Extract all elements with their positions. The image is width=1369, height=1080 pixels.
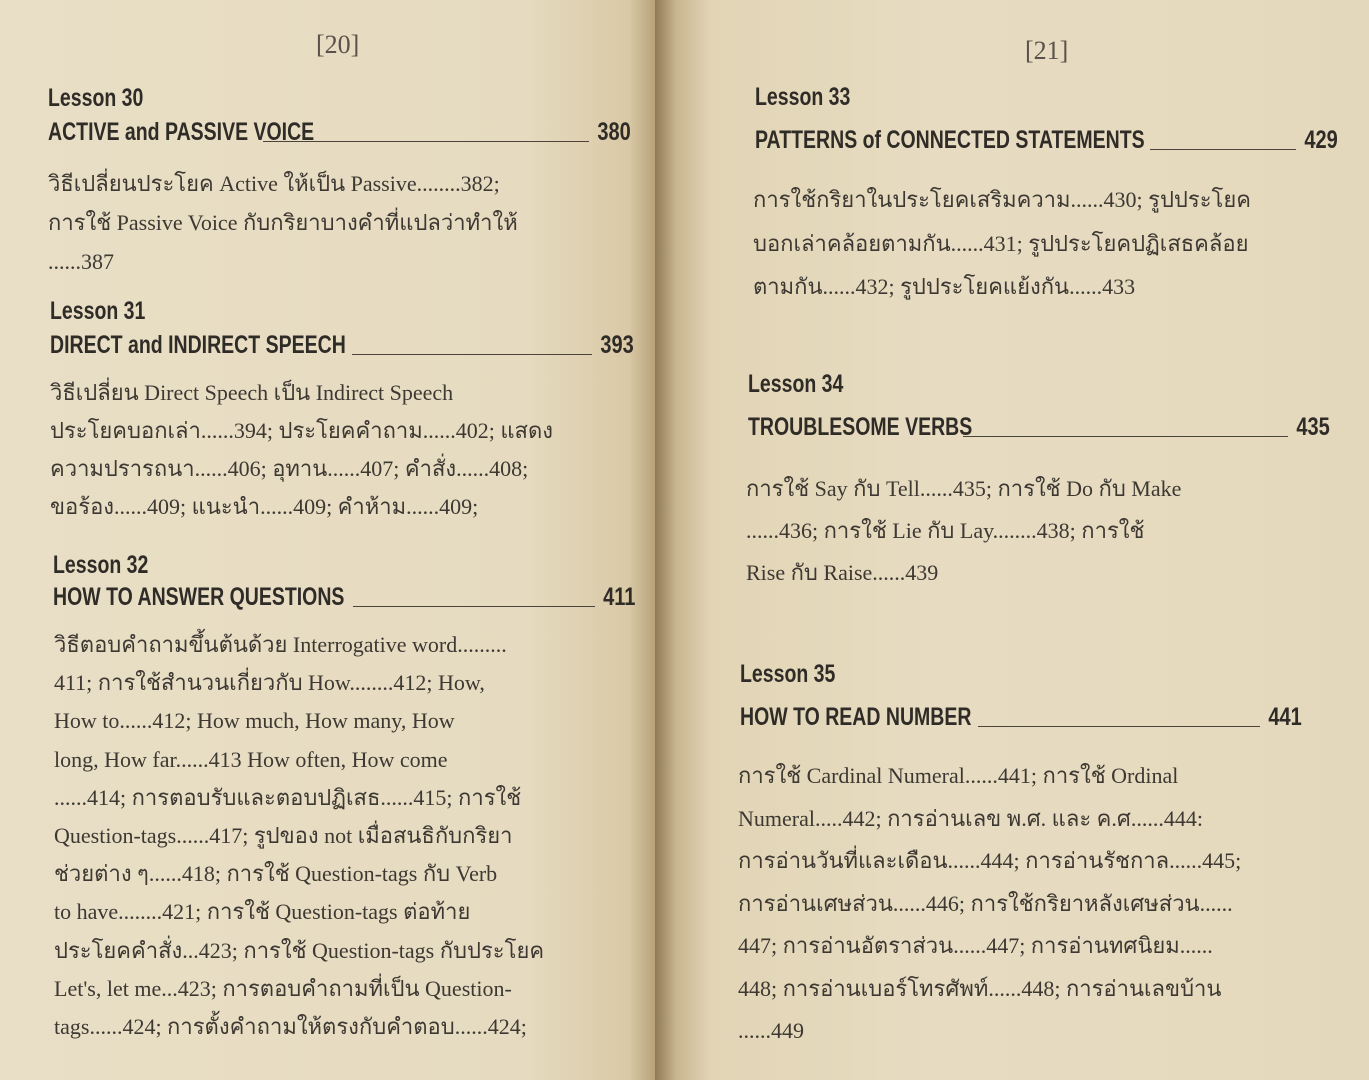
contents-line: ความปรารถนา......406; อุทาน......407; คำสั่ง......408; [50, 456, 529, 481]
lesson-page: 441 [1268, 703, 1302, 731]
contents-line: How to......412; How much, How many, How [54, 708, 455, 734]
contents-line: tags......424; การตั้งคำถามให้ตรงกับคำตอบ......424; [54, 1014, 527, 1040]
right-page [655, 0, 1369, 1080]
lesson-title: TROUBLESOME VERBS [748, 413, 973, 441]
lesson-page: 411 [602, 583, 635, 611]
lesson-title-row [740, 703, 1302, 732]
lesson-label: Lesson 30 [48, 84, 144, 112]
lesson-label: Lesson 35 [740, 660, 836, 688]
leader-line [353, 606, 595, 607]
contents-line: วิธีตอบคำถามขึ้นต้นด้วย Interrogative word......... [54, 632, 507, 657]
lesson-title-row [50, 331, 634, 360]
contents-line: การใช้ Say กับ Tell......435; การใช้ Do กับ Make [746, 476, 1182, 501]
lesson-title-row [53, 583, 635, 612]
contents-line: 447; การอ่านอัตราส่วน......447; การอ่านทศนิยม...... [738, 933, 1213, 958]
contents-line: Question-tags......417; รูปของ not เมื่อสนธิกับกริยา [54, 823, 513, 849]
contents-line: การใช้ Passive Voice กับกริยาบางคำที่แปลว่าทำให้ [48, 210, 518, 235]
lesson-title-row [755, 126, 1338, 155]
contents-line: ......449 [738, 1018, 804, 1043]
contents-line: ขอร้อง......409; แนะนำ......409; คำห้าม......409; [50, 494, 479, 519]
page-number: [21] [1025, 36, 1069, 65]
contents-line: การอ่านเศษส่วน......446; การใช้กริยาหลังเศษส่วน...... [738, 890, 1233, 916]
lesson-contents [746, 468, 1181, 594]
lesson-contents [54, 626, 544, 1046]
lesson-title: HOW TO READ NUMBER [740, 703, 972, 731]
contents-line: ประโยคบอกเล่า......394; ประโยคคำถาม......402; แสดง [50, 418, 554, 443]
contents-line: การใช้ Cardinal Numeral......441; การใช้ Ordinal [738, 763, 1179, 788]
contents-line: Let's, let me...423; การตอบคำถามที่เป็น Question- [54, 975, 512, 1001]
contents-line: การอ่านวันที่และเดือน......444; การอ่านรัชกาล......445; [738, 848, 1242, 873]
contents-line: บอกเล่าคล้อยตามกัน......431; รูปประโยคปฏิเสธคล้อย [753, 230, 1249, 256]
contents-line: ช่วยต่าง ๆ......418; การใช้ Question-tags กับ Verb [54, 861, 498, 887]
lesson-page: 435 [1296, 413, 1330, 441]
contents-line: 411; การใช้สำนวนเกี่ยวกับ How........412; How, [54, 670, 485, 696]
contents-line: ตามกัน......432; รูปประโยคแย้งกัน......433 [753, 274, 1136, 299]
leader-line [1150, 149, 1296, 150]
lesson-page: 429 [1304, 126, 1338, 154]
contents-line: ประโยคคำสั่ง...423; การใช้ Question-tags กับประโยค [54, 937, 545, 963]
lesson-title: PATTERNS of CONNECTED STATEMENTS [755, 126, 1145, 154]
lesson-page: 393 [600, 331, 634, 359]
lesson-contents [753, 178, 1251, 309]
contents-line: Rise กับ Raise......439 [746, 560, 939, 585]
page-number: [20] [316, 30, 360, 59]
contents-line: ......387 [48, 249, 114, 274]
leader-line [963, 436, 1288, 437]
contents-line: วิธีเปลี่ยนประโยค Active ให้เป็น Passive........382; [48, 171, 500, 196]
contents-line: วิธีเปลี่ยน Direct Speech เป็น Indirect Speech [50, 380, 454, 405]
lesson-label: Lesson 33 [755, 83, 851, 111]
lesson-contents [50, 374, 553, 526]
lesson-title: ACTIVE and PASSIVE VOICE [48, 118, 315, 146]
lesson-page: 380 [597, 118, 631, 146]
contents-line: 448; การอ่านเบอร์โทรศัพท์......448; การอ่านเลขบ้าน [738, 975, 1222, 1001]
lesson-contents [48, 164, 518, 281]
leader-line [352, 354, 592, 355]
contents-line: to have........421; การใช้ Question-tags ต่อท้าย [54, 899, 471, 925]
lesson-title: HOW TO ANSWER QUESTIONS [53, 583, 345, 611]
contents-line: long, How far......413 How often, How come [54, 746, 448, 772]
lesson-label: Lesson 32 [53, 551, 149, 579]
contents-line: ......414; การตอบรับและตอบปฏิเสธ......415; การใช้ [54, 784, 522, 810]
contents-line: ......436; การใช้ Lie กับ Lay........438; การใช้ [746, 518, 1145, 543]
lesson-title: DIRECT and INDIRECT SPEECH [50, 331, 346, 359]
lesson-label: Lesson 34 [748, 370, 844, 398]
contents-line: การใช้กริยาในประโยคเสริมความ......430; รูปประโยค [753, 187, 1251, 212]
lesson-title-row [748, 413, 1330, 442]
leader-line [978, 726, 1260, 727]
left-page [0, 0, 655, 1080]
lesson-contents [738, 755, 1241, 1053]
lesson-title-row [48, 118, 631, 147]
lesson-label: Lesson 31 [50, 297, 146, 325]
contents-line: Numeral.....442; การอ่านเลข พ.ศ. และ ค.ศ......444: [738, 805, 1203, 831]
